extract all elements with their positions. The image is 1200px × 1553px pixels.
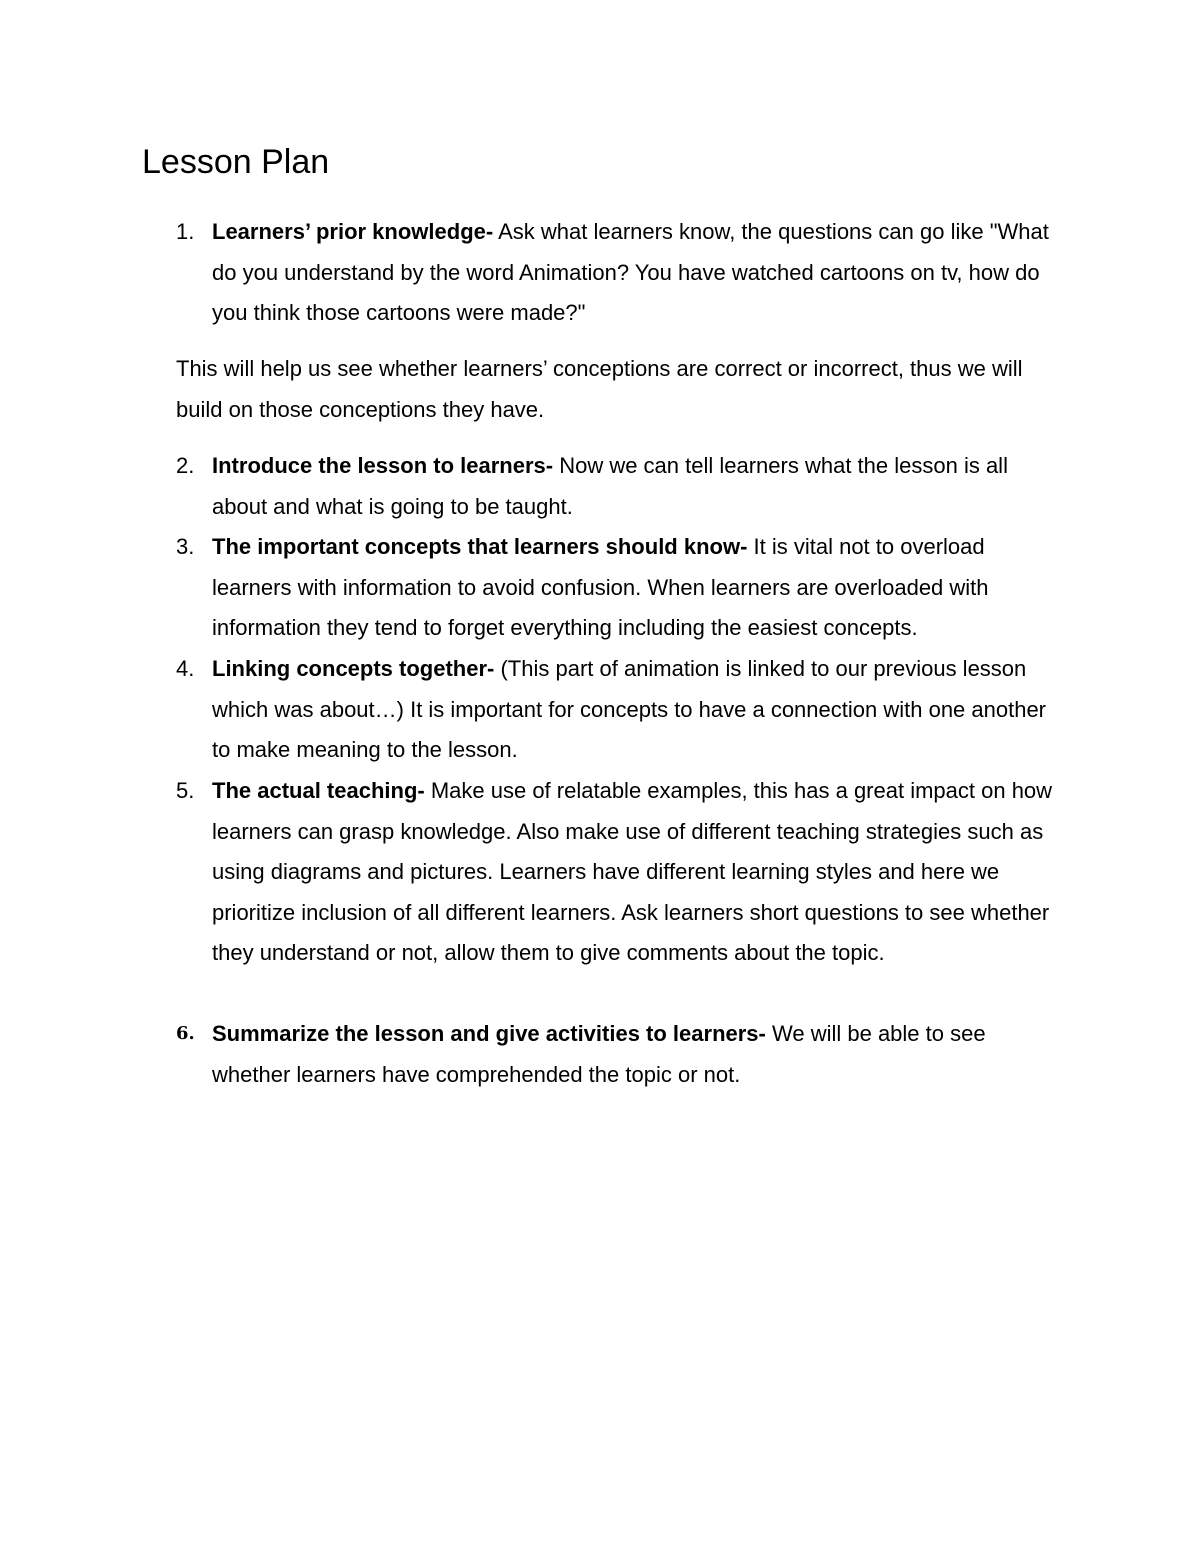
- list-item-number: 1.: [176, 219, 195, 244]
- list-item-text: It is vital not to overload learners with information to avoid confusion. When learners are overloaded with information they tend to forget everything including the easiest concepts.: [212, 534, 989, 640]
- list-item-number: 4.: [176, 656, 195, 681]
- list-item-number: 6.: [176, 1023, 195, 1044]
- list-item-heading: Introduce the lesson to learners-: [212, 453, 554, 478]
- list-item-number: 5.: [176, 778, 195, 803]
- list-item: [176, 212, 1066, 334]
- explanation-paragraph: This will help us see whether learners’ conceptions are correct or incorrect, thus we will build on those conceptions they have.: [176, 356, 1023, 422]
- list-item-heading: Linking concepts together-: [212, 656, 495, 681]
- list-item: [176, 649, 1066, 771]
- list-item-body: [212, 1014, 1066, 1095]
- list-item-text: Ask what learners know, the questions can go like "What do you understand by the word Animation? You have watched cartoons on tv, how do you think those cartoons were made?": [212, 219, 1049, 325]
- list-item-number: 3.: [176, 534, 195, 559]
- page-title: Lesson Plan: [142, 143, 330, 181]
- list-item: [176, 771, 1066, 974]
- list-item-body: [212, 446, 1066, 527]
- list-item: [176, 1014, 1066, 1095]
- list-item: [176, 527, 1066, 649]
- list-item-body: [212, 527, 1066, 649]
- list-item-text: Now we can tell learners what the lesson is all about and what is going to be taught.: [212, 453, 1008, 519]
- list-item-body: [212, 649, 1066, 771]
- list-item-text: Make use of relatable examples, this has a great impact on how learners can grasp knowledge. Also make use of different teaching strategies such as using diagrams and pictures. Learners have different learning styles and here we prioritize inclusion of all different learners. Ask learners short questions to see whether they understand or not, allow them to give comments about the topic.: [212, 778, 1053, 965]
- list-item-heading: The actual teaching-: [212, 778, 425, 803]
- list-item-heading: The important concepts that learners should know-: [212, 534, 748, 559]
- list-item-number: 2.: [176, 453, 195, 478]
- list-item-body: [212, 212, 1066, 334]
- list-item-body: [212, 771, 1066, 974]
- list-item-heading: Learners’ prior knowledge-: [212, 219, 494, 244]
- list-item-text: We will be able to see whether learners have comprehended the topic or not.: [212, 1021, 986, 1087]
- list-item-text: (This part of animation is linked to our previous lesson which was about…) It is important for concepts to have a connection with one another to make meaning to the lesson.: [212, 656, 1047, 762]
- list-item: [176, 446, 1066, 527]
- list-item-heading: Summarize the lesson and give activities to learners-: [212, 1021, 766, 1046]
